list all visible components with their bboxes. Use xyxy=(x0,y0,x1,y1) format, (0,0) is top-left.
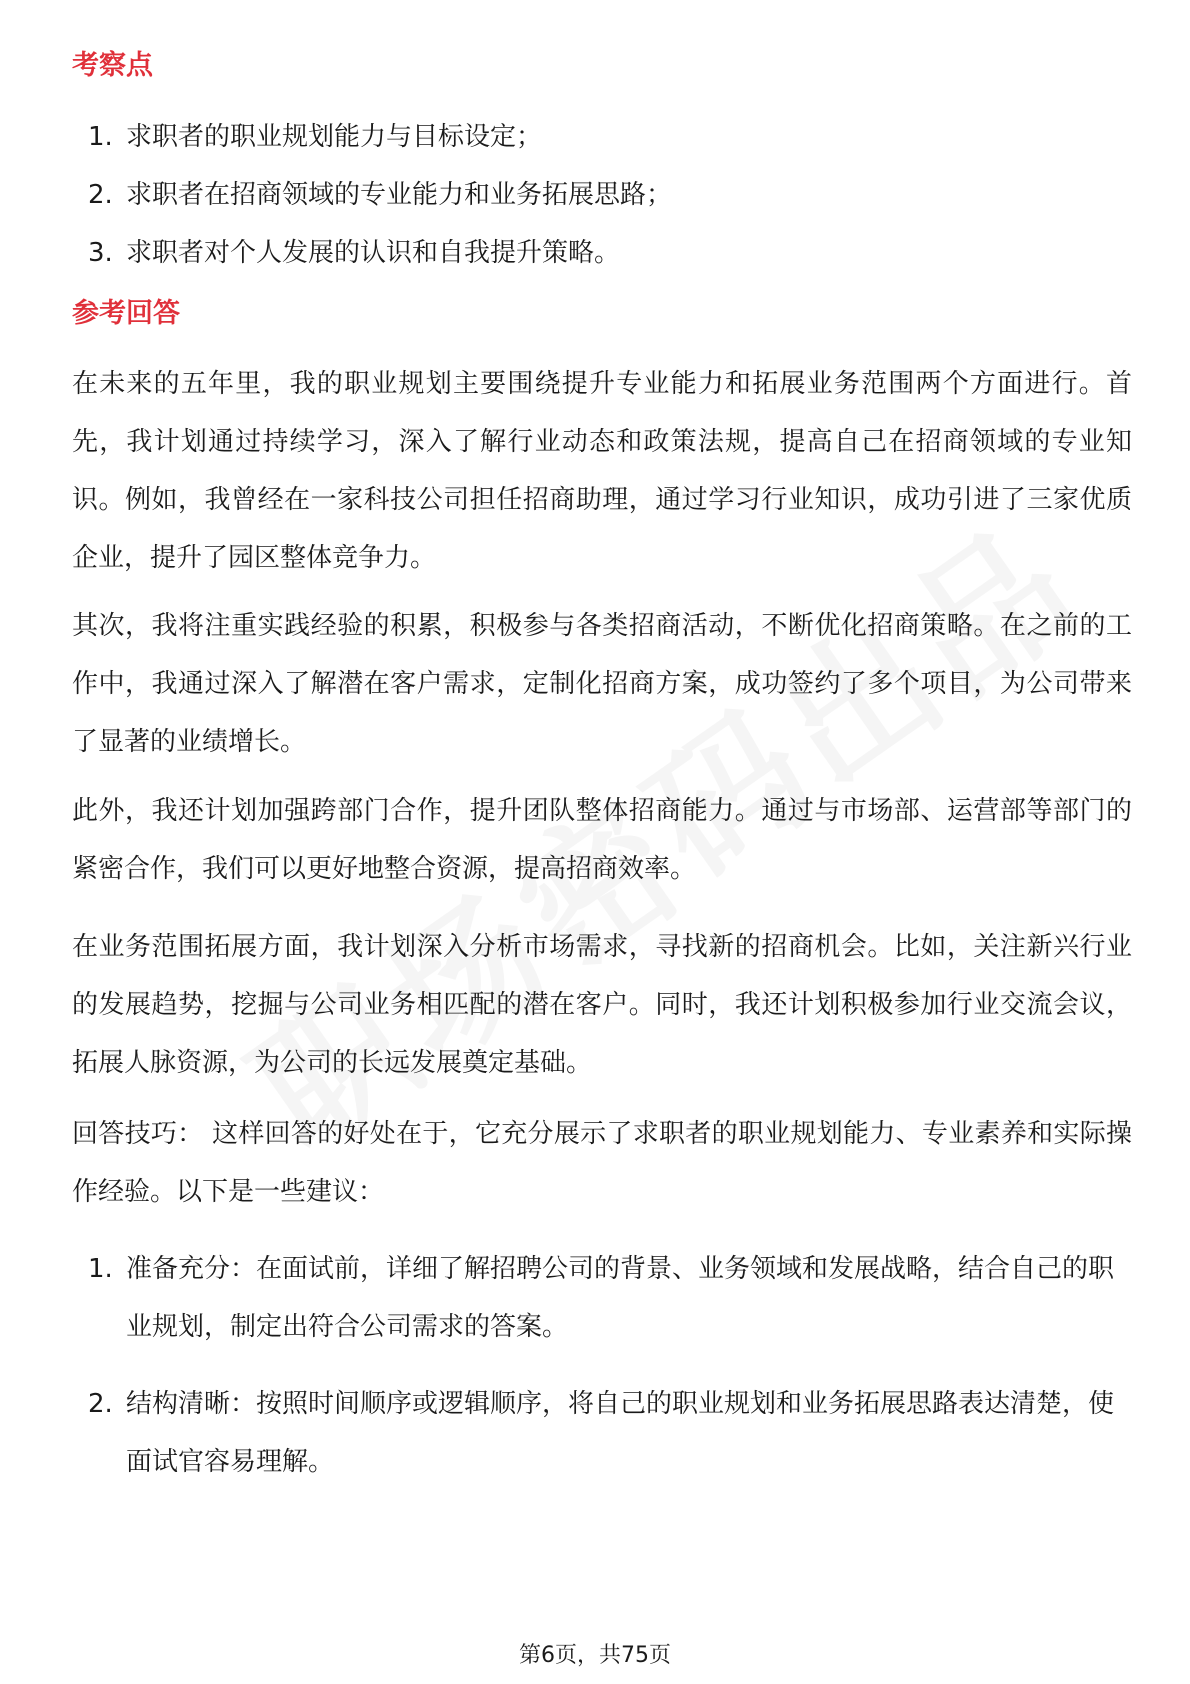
answer-paragraph: 在业务范围拓展方面，我计划深入分析市场需求，寻找新的招商机会。比如，关注新兴行业的发展趋势，挖掘与公司业务相匹配的潜在客户。同时，我还计划积极参加行业交流会议，拓展人脉资源，为公司的长远发展奠定基础。 xyxy=(72,932,1132,1078)
list-item xyxy=(72,166,1132,224)
list-number: 1. xyxy=(88,1254,113,1284)
list-number: 2. xyxy=(88,180,113,210)
page-footer: 第6页，共75页 xyxy=(519,1643,671,1668)
reference-answer-heading: 参考回答 xyxy=(72,298,180,329)
list-number: 1. xyxy=(88,122,113,152)
list-number: 3. xyxy=(88,238,113,268)
answer-paragraph: 在未来的五年里，我的职业规划主要围绕提升专业能力和拓展业务范围两个方面进行。首先，我计划通过持续学习，深入了解行业动态和政策法规，提高自己在招商领域的专业知识。例如，我曾经在一家科技公司担任招商助理，通过学习行业知识，成功引进了三家优质企业，提升了园区整体竞争力。 xyxy=(72,369,1132,573)
list-text: 求职者对个人发展的认识和自我提升策略。 xyxy=(126,238,621,268)
tip-text: 准备充分：在面试前，详细了解招聘公司的背景、业务领域和发展战略，结合自己的职业规划，制定出符合公司需求的答案。 xyxy=(126,1254,1115,1342)
list-text: 求职者在招商领域的专业能力和业务拓展思路； xyxy=(126,180,673,210)
tip-item xyxy=(72,1240,1132,1356)
list-item xyxy=(72,108,1132,166)
tip-text: 结构清晰：按照时间顺序或逻辑顺序，将自己的职业规划和业务拓展思路表达清楚，使面试官容易理解。 xyxy=(126,1389,1115,1477)
exam-points-list xyxy=(72,108,1132,282)
list-text: 求职者的职业规划能力与目标设定； xyxy=(126,122,543,152)
answer-tips-intro: 回答技巧： 这样回答的好处在于，它充分展示了求职者的职业规划能力、专业素养和实际操作经验。以下是一些建议： xyxy=(72,1119,1132,1207)
list-item xyxy=(72,224,1132,282)
answer-paragraph: 其次，我将注重实践经验的积累，积极参与各类招商活动，不断优化招商策略。在之前的工作中，我通过深入了解潜在客户需求，定制化招商方案，成功签约了多个项目，为公司带来了显著的业绩增长。 xyxy=(72,611,1132,757)
tip-item xyxy=(72,1375,1132,1491)
exam-points-heading: 考察点 xyxy=(72,50,153,81)
list-number: 2. xyxy=(88,1389,113,1419)
answer-paragraph: 此外，我还计划加强跨部门合作，提升团队整体招商能力。通过与市场部、运营部等部门的紧密合作，我们可以更好地整合资源，提高招商效率。 xyxy=(72,796,1132,884)
